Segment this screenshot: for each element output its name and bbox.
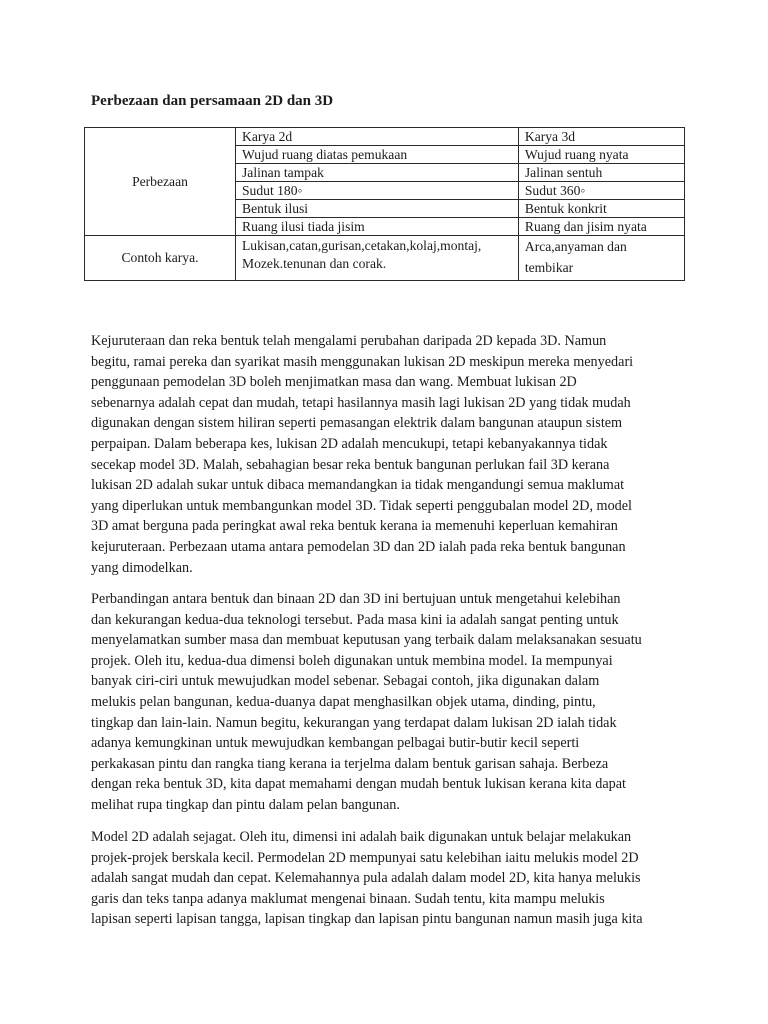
table-cell-3d: Wujud ruang nyata bbox=[518, 146, 684, 164]
paragraph-2 bbox=[91, 589, 681, 816]
paragraph-line: Model 2D adalah sejagat. Oleh itu, dimensi ini adalah baik digunakan untuk belajar melakukan bbox=[91, 829, 632, 845]
paragraph-3 bbox=[91, 827, 681, 930]
paragraph-line: dan kekurangan kedua-dua teknologi tersebut. Pada masa kini ia adalah sangat penting untuk bbox=[91, 611, 619, 628]
table-cell-2d: Ruang ilusi tiada jisim bbox=[236, 218, 519, 236]
paragraph-line: perpaipan. Dalam beberapa kes, lukisan 2D adalah mencukupi, tetapi kebanyakannya tidak bbox=[91, 435, 608, 452]
table-cell-3d: Karya 3d bbox=[518, 128, 684, 146]
paragraph-line: melukis pelan bangunan, kedua-duanya dapat menghasilkan objek utama, dinding, pintu, bbox=[91, 693, 596, 710]
paragraph-line: dengan reka bentuk 3D, kita dapat memahami dengan mudah bentuk lukisan kerana kita dapat bbox=[91, 776, 627, 793]
examples-2d-text-line2: Mozek.tenunan dan corak. bbox=[242, 256, 387, 271]
paragraph-line: adanya kemungkinan untuk mewujudkan kembangan pelbagai butir-butir kecil seperti bbox=[91, 735, 580, 752]
table-cell-2d: Karya 2d bbox=[236, 128, 519, 146]
comparison-table bbox=[84, 127, 685, 281]
paragraph-line: perkakasan pintu dan rangka tiang kerana ia terjelma dalam bentuk garisan sahaja. Berbeza bbox=[91, 755, 609, 772]
table-row bbox=[85, 236, 685, 281]
table-cell-2d: Jalinan tampak bbox=[236, 164, 519, 182]
paragraph-line: projek-projek berskala kecil. Permodelan 2D mempunyai satu kelebihan iaitu melukis model 2D bbox=[91, 849, 639, 866]
table-cell-3d: Sudut 360◦ bbox=[518, 182, 684, 200]
paragraph-1 bbox=[91, 331, 681, 578]
paragraph-line: adalah sangat mudah dan cepat. Kelemahannya pula adalah dalam model 2D, kita hanya melukis bbox=[91, 870, 641, 887]
table-cell-3d: Ruang dan jisim nyata bbox=[518, 218, 684, 236]
table-cell-3d-examples bbox=[518, 236, 684, 281]
paragraph-line: sebenarnya adalah cepat dan mudah, tetapi hasilannya masih lagi lukisan 2D yang tidak mudah bbox=[91, 394, 631, 411]
examples-3d-text: Arca,anyaman dan tembikar bbox=[524, 239, 627, 275]
paragraph-line: digunakan dengan sistem hiliran seperti pemasangan elektrik dalam bangunan ataupun sistem bbox=[91, 415, 623, 432]
paragraph-line: secekap model 3D. Malah, sebahagian besar reka bentuk bangunan perlukan fail 3D kerana bbox=[91, 456, 610, 473]
paragraph-line: banyak ciri-ciri untuk mewujudkan model sebenar. Sebagai contoh, jika digunakan dalam bbox=[91, 673, 600, 690]
paragraph-line: 3D amat berguna pada peringkat awal reka bentuk kerana ia memenuhi keperluan kemahiran bbox=[91, 518, 618, 535]
table-row bbox=[85, 128, 685, 146]
table-cell-3d: Bentuk konkrit bbox=[518, 200, 684, 218]
paragraph-line: Kejuruteraan dan reka bentuk telah mengalami perubahan daripada 2D kepada 3D. Namun bbox=[91, 333, 607, 349]
paragraph-line: lukisan 2D adalah sukar untuk dibaca memandangkan ia tidak mengandungi semua maklumat bbox=[91, 477, 625, 494]
table-cell-2d: Wujud ruang diatas pemukaan bbox=[236, 146, 519, 164]
perbezaan-row-header: Perbezaan bbox=[85, 128, 236, 236]
document-title: Perbezaan dan persamaan 2D dan 3D bbox=[91, 93, 334, 109]
paragraph-line: melihat rupa tingkap dan pintu dalam pelan bangunan. bbox=[91, 796, 400, 813]
table-cell-2d: Bentuk ilusi bbox=[236, 200, 519, 218]
paragraph-line: Perbandingan antara bentuk dan binaan 2D dan 3D ini bertujuan untuk mengetahui kelebihan bbox=[91, 591, 621, 607]
paragraph-line: yang diperlukan untuk membangunkan model 3D. Tidak seperti penggubalan model 2D, model bbox=[91, 497, 633, 514]
examples-2d-text: Lukisan,catan,gurisan,cetakan,kolaj,montaj, bbox=[242, 238, 482, 253]
table-cell-2d: Sudut 180◦ bbox=[236, 182, 519, 200]
paragraph-line: kejuruteraan. Perbezaan utama antara pemodelan 3D dan 2D ialah pada reka bentuk bangunan bbox=[91, 538, 626, 555]
paragraph-line: menyelamatkan sumber masa dan membuat keputusan yang terbaik dalam melaksanakan sesuatu bbox=[91, 632, 642, 649]
table-cell-2d-examples bbox=[236, 236, 519, 281]
paragraph-line: lapisan seperti lapisan tangga, lapisan tingkap dan lapisan pintu bangunan namun masih juga kita bbox=[91, 911, 643, 928]
paragraph-line: begitu, ramai pereka dan syarikat masih menggunakan lukisan 2D meskipun mereka menyedari bbox=[91, 353, 634, 370]
paragraph-line: yang dimodelkan. bbox=[91, 559, 193, 576]
paragraph-line: projek. Oleh itu, kedua-dua dimensi boleh digunakan untuk membina model. Ia mempunyai bbox=[91, 652, 613, 669]
paragraph-line: penggunaan pemodelan 3D boleh menjimatkan masa dan wang. Membuat lukisan 2D bbox=[91, 374, 577, 391]
paragraph-line: tingkap dan lain-lain. Namun begitu, kekurangan yang terdapat dalam lukisan 2D ialah tidak bbox=[91, 714, 617, 731]
paragraph-line: garis dan teks tanpa adanya maklumat mengenai binaan. Sudah tentu, kita mampu melukis bbox=[91, 890, 605, 907]
table-cell-3d: Jalinan sentuh bbox=[518, 164, 684, 182]
contoh-row-header: Contoh karya. bbox=[85, 236, 236, 281]
